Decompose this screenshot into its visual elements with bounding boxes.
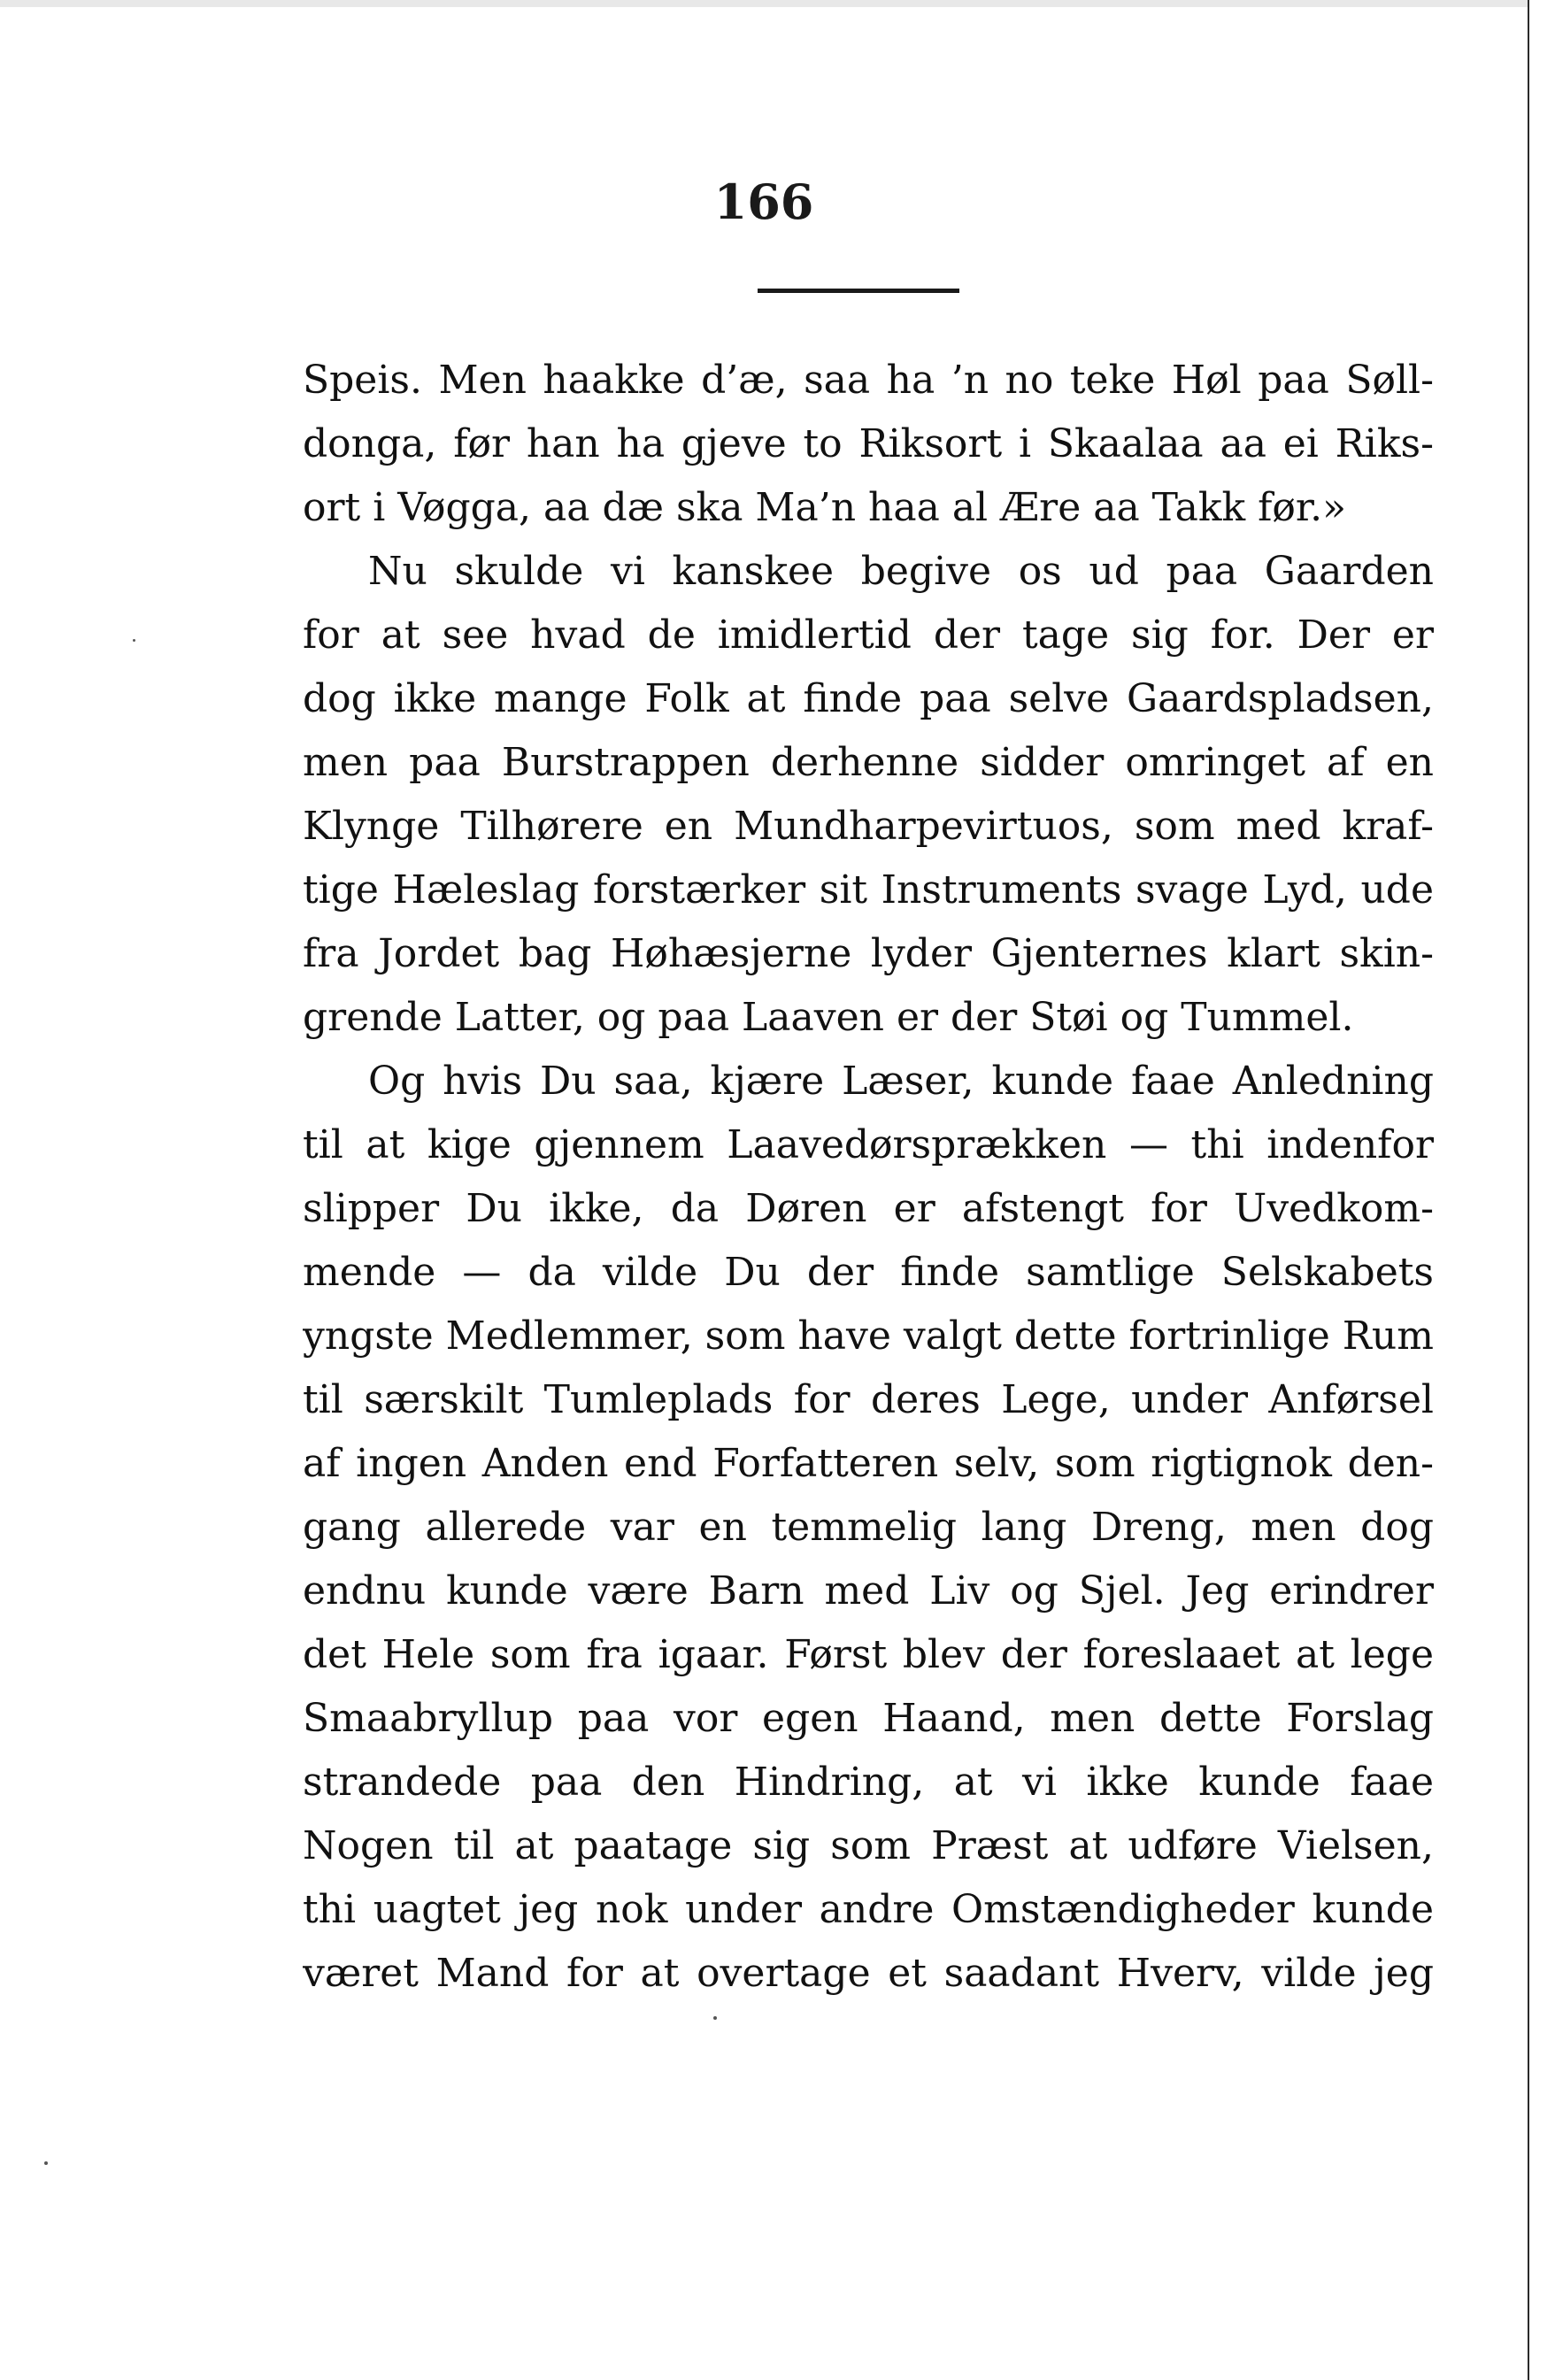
- paper-speck: [44, 2161, 48, 2165]
- text-line: været Mand for at overtage et saadant Hverv, vilde jeg: [303, 1951, 1434, 1996]
- text-line: af ingen Anden end Forfatteren selv, som rigtignok den-: [303, 1441, 1434, 1486]
- page-number: 166: [713, 173, 814, 230]
- text-line: strandede paa den Hindring, at vi ikke kunde faae: [303, 1760, 1434, 1805]
- text-line: tige Hæleslag forstærker sit Instruments svage Lyd, ude: [303, 867, 1434, 913]
- text-line: Speis. Men haakke d’æ, saa ha ’n no teke Høl paa Søll-: [303, 358, 1434, 403]
- text-line: til særskilt Tumleplads for deres Lege, under Anførsel: [303, 1377, 1434, 1422]
- text-line: ort i Vøgga, aa dæ ska Ma’n haa al Ære aa Takk før.»: [303, 485, 1347, 530]
- text-line: til at kige gjennem Laavedørsprækken — thi indenfor: [303, 1122, 1434, 1167]
- text-line: Klynge Tilhørere en Mundharpevirtuos, som med kraf-: [303, 804, 1434, 849]
- text-line: det Hele som fra igaar. Først blev der foreslaaet at lege: [303, 1632, 1434, 1677]
- paper-speck: [133, 639, 135, 642]
- text-line: slipper Du ikke, da Døren er afstengt for Uvedkom-: [303, 1186, 1434, 1231]
- text-line: for at see hvad de imidlertid der tage sig for. Der er: [303, 612, 1434, 658]
- body-text: [303, 349, 1434, 2006]
- text-line: donga, før han ha gjeve to Riksort i Skaalaa aa ei Riks-: [303, 421, 1434, 466]
- text-line: men paa Burstrappen derhenne sidder omringet af en: [303, 740, 1434, 785]
- header-rule: [758, 289, 959, 293]
- text-line: dog ikke mange Folk at finde paa selve Gaardspladsen,: [303, 676, 1434, 721]
- text-line: mende — da vilde Du der finde samtlige Selskabets: [303, 1250, 1434, 1295]
- paper-speck: [713, 2016, 717, 2020]
- text-line: endnu kunde være Barn med Liv og Sjel. Jeg erindrer: [303, 1568, 1434, 1614]
- text-line: Og hvis Du saa, kjære Læser, kunde faae Anledning: [368, 1059, 1434, 1104]
- text-line: fra Jordet bag Høhæsjerne lyder Gjenternes klart skin-: [303, 931, 1434, 976]
- text-line: thi uagtet jeg nok under andre Omstændigheder kunde: [303, 1887, 1434, 1932]
- text-line: gang allerede var en temmelig lang Dreng, men dog: [303, 1505, 1434, 1550]
- text-line: Nu skulde vi kanskee begive os ud paa Gaarden: [368, 549, 1434, 594]
- text-line: Smaabryllup paa vor egen Haand, men dette Forslag: [303, 1696, 1434, 1741]
- text-line: Nogen til at paatage sig som Præst at udføre Vielsen,: [303, 1823, 1434, 1868]
- text-line: yngste Medlemmer, som have valgt dette fortrinlige Rum: [303, 1313, 1434, 1359]
- text-line: grende Latter, og paa Laaven er der Støi og Tummel.: [303, 995, 1354, 1040]
